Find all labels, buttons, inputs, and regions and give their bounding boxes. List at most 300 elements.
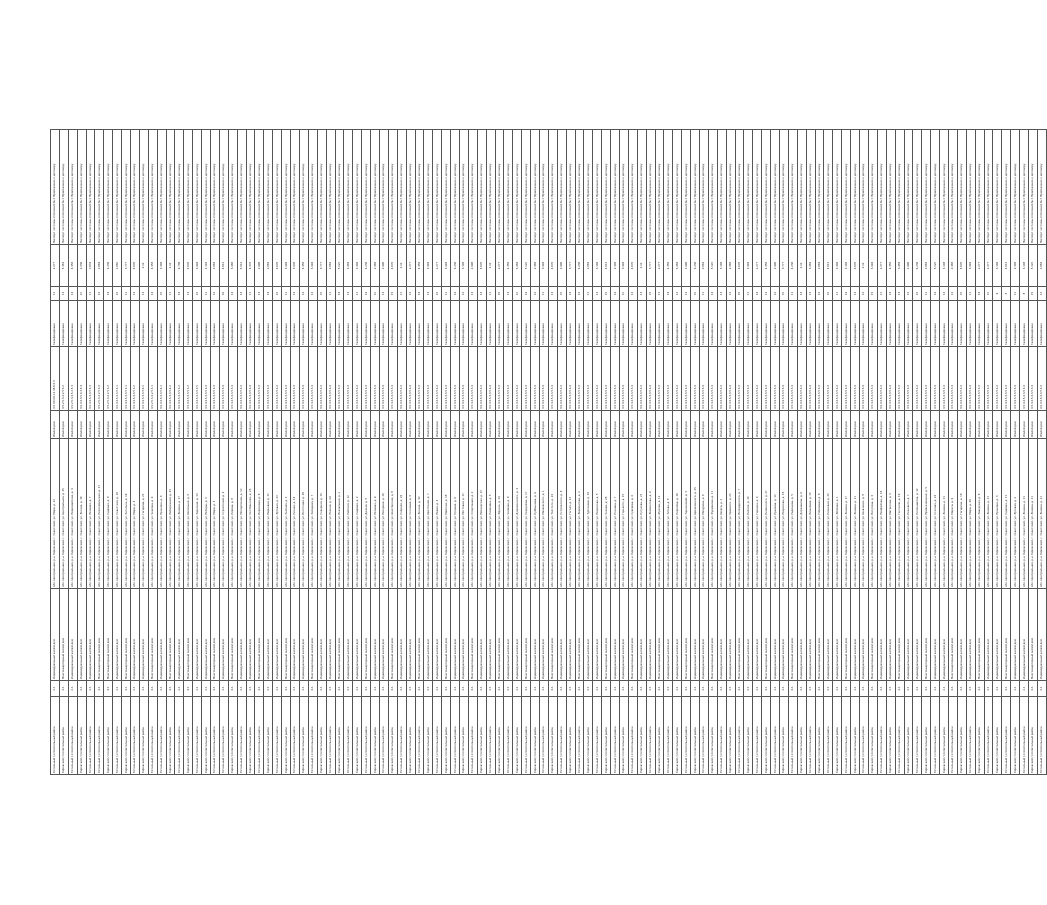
- value-cell: 3.499: [282, 245, 291, 287]
- value-cell: 3.906: [291, 245, 300, 287]
- district-cell: Кировский / отопительный район: [264, 697, 273, 775]
- building-type-cell: Многоквартирный жилой дом: [442, 589, 451, 681]
- district-cell: Кировский / отопительный район: [957, 697, 966, 775]
- status-cell: Газифицирован: [379, 301, 388, 347]
- district-cell: Котельный / отопительный район: [1020, 697, 1029, 775]
- value-cell: 2.02: [397, 245, 406, 287]
- address-cell: обл. Центральная, р-н. Кировский, г. Советский, ул. Советская, д. 18: [113, 439, 122, 589]
- value-cell: 3.148: [459, 245, 468, 287]
- count-cell: 15: [273, 287, 282, 301]
- building-type-cell: Индивидуальный жилой дом: [611, 589, 620, 681]
- code-cell: 4-1: [842, 681, 851, 697]
- address-cell: обл. Центральная, р-н. Кировский, г. Советский, ул. Белинского, д. 27: [762, 439, 771, 589]
- cadastre-cell: 4.5.4.4.5.4.3.5.3.4: [415, 347, 424, 411]
- document-cell: Паспорт системы отопления № 0 Приложение к договору: [148, 130, 157, 245]
- table-row: [700, 130, 709, 775]
- district-cell: Кировский / отопительный район: [104, 697, 113, 775]
- document-cell: Паспорт системы отопления № 0 Приложение к договору: [353, 130, 362, 245]
- district-cell: Кировский / отопительный район: [548, 697, 557, 775]
- district-cell: Котельный / отопительный район: [95, 697, 104, 775]
- object-cell: Жилой дом: [77, 411, 86, 439]
- address-cell: обл. Центральная, р-н. Кировский, г. Советский, ул. Гастелло, д. 19: [895, 439, 904, 589]
- cadastre-cell: 4.5.4.4.5.4.3.5.3.4: [442, 347, 451, 411]
- value-cell: 2.277: [655, 245, 664, 287]
- district-cell: Кировский / отопительный район: [673, 697, 682, 775]
- building-type-cell: Индивидуальный жилой дом: [691, 589, 700, 681]
- status-cell: Газифицирован: [824, 301, 833, 347]
- table-row: [371, 130, 380, 775]
- count-cell: 13: [682, 287, 691, 301]
- object-cell: Жилой дом: [104, 411, 113, 439]
- object-cell: Жилой дом: [557, 411, 566, 439]
- value-cell: 3.494: [744, 245, 753, 287]
- table-row: [931, 130, 940, 775]
- count-cell: 11: [202, 287, 211, 301]
- code-cell: 2-1: [797, 681, 806, 697]
- cadastre-cell: 4.5.4.4.5.4.3.5.3.4: [948, 347, 957, 411]
- district-cell: Кировский / отопительный район: [566, 697, 575, 775]
- address-cell: обл. Центральная, р-н. Кировский, г. Советский, ул. Липовая, д. 1: [833, 439, 842, 589]
- status-cell: Газифицирован: [1002, 301, 1011, 347]
- status-cell: Газифицирован: [104, 301, 113, 347]
- district-cell: Кировский / отопительный район: [655, 697, 664, 775]
- count-cell: 13: [637, 287, 646, 301]
- building-type-cell: Индивидуальный жилой дом: [51, 589, 60, 681]
- code-cell: 4-1: [522, 681, 531, 697]
- document-cell: Паспорт системы отопления № 0 Приложение к договору: [451, 130, 460, 245]
- cadastre-cell: 4.5.4.4.5.4.3.5.3.4: [362, 347, 371, 411]
- cadastre-cell: 4.5.4.4.5.4.3.5.3.4: [335, 347, 344, 411]
- object-cell: Жилой дом: [397, 411, 406, 439]
- address-cell: обл. Центральная, р-н. Кировский, г. Советский, ул. Гагарина, д. 18: [957, 439, 966, 589]
- status-cell: Газифицирован: [175, 301, 184, 347]
- building-type-cell: Индивидуальный жилой дом: [77, 589, 86, 681]
- building-type-cell: Многоквартирный жилой дом: [975, 589, 984, 681]
- status-cell: Газифицирован: [388, 301, 397, 347]
- code-cell: 4-1: [255, 681, 264, 697]
- district-cell: Кировский / отопительный район: [184, 697, 193, 775]
- building-type-cell: Многоквартирный жилой дом: [522, 589, 531, 681]
- address-cell: обл. Центральная, р-н. Кировский, г. Советский, ул. Радищева, д. 5: [788, 439, 797, 589]
- document-cell: Паспорт системы отопления № 0 Приложение к договору: [255, 130, 264, 245]
- building-type-cell: Многоквартирный жилой дом: [255, 589, 264, 681]
- address-cell: обл. Центральная, р-н. Кировский, г. Советский, ул. Энгельса, д. 19: [122, 439, 131, 589]
- object-cell: Жилой дом: [86, 411, 95, 439]
- status-cell: Газифицирован: [611, 301, 620, 347]
- object-cell: Жилой дом: [628, 411, 637, 439]
- building-type-cell: Многоквартирный жилой дом: [468, 589, 477, 681]
- district-cell: Кировский / отопительный район: [317, 697, 326, 775]
- value-cell: 2.02: [486, 245, 495, 287]
- document-cell: Паспорт системы отопления № 0 Приложение к договору: [193, 130, 202, 245]
- district-cell: Кировский / отопительный район: [851, 697, 860, 775]
- object-cell: Жилой дом: [797, 411, 806, 439]
- document-cell: Паспорт системы отопления № 0 Приложение к договору: [966, 130, 975, 245]
- district-cell: Котельный / отопительный район: [344, 697, 353, 775]
- address-cell: обл. Центральная, р-н. Кировский, г. Советский, ул. Заречная, д. 13: [193, 439, 202, 589]
- count-cell: 13: [291, 287, 300, 301]
- value-cell: 2.277: [51, 245, 60, 287]
- code-cell: 4-1: [104, 681, 113, 697]
- status-cell: Газифицирован: [113, 301, 122, 347]
- building-type-cell: Индивидуальный жилой дом: [406, 589, 415, 681]
- document-cell: Паспорт системы отопления № 0 Приложение к договору: [655, 130, 664, 245]
- value-cell: 4.605: [388, 245, 397, 287]
- value-cell: 3.494: [966, 245, 975, 287]
- address-cell: обл. Центральная, р-н. Кировский, г. Советский, ул. Ломоносова, д. 9: [646, 439, 655, 589]
- district-cell: Котельный / отопительный район: [1037, 697, 1046, 775]
- object-cell: Жилой дом: [877, 411, 886, 439]
- cadastre-cell: 4.5.4.4.5.4.3.5.3.4: [628, 347, 637, 411]
- count-cell: 11: [833, 287, 842, 301]
- cadastre-cell: 4.5.4.4.5.4.3.5.3.4: [886, 347, 895, 411]
- code-cell: 2-1: [157, 681, 166, 697]
- document-cell: Паспорт системы отопления № 0 Приложение к договору: [495, 130, 504, 245]
- value-cell: 2.664: [700, 245, 709, 287]
- status-cell: Газифицирован: [344, 301, 353, 347]
- document-cell: Паспорт системы отопления № 0 Приложение к договору: [824, 130, 833, 245]
- district-cell: Котельный / отопительный район: [682, 697, 691, 775]
- value-cell: 4.356: [415, 245, 424, 287]
- district-cell: Котельный / отопительный район: [1002, 697, 1011, 775]
- value-cell: 2.02: [139, 245, 148, 287]
- object-cell: Жилой дом: [1037, 411, 1046, 439]
- table-row: [513, 130, 522, 775]
- code-cell: 2-1: [824, 681, 833, 697]
- table-row: [1028, 130, 1037, 775]
- document-cell: Паспорт системы отопления № 0 Приложение к договору: [1011, 130, 1020, 245]
- count-cell: 11: [539, 287, 548, 301]
- cadastre-cell: 4.5.4.4.5.4.3.5.3.4: [788, 347, 797, 411]
- document-cell: Паспорт системы отопления № 0 Приложение к договору: [886, 130, 895, 245]
- building-type-cell: Индивидуальный жилой дом: [68, 589, 77, 681]
- table-row: [397, 130, 406, 775]
- status-cell: Газифицирован: [486, 301, 495, 347]
- status-cell: Газифицирован: [762, 301, 771, 347]
- status-cell: Газифицирован: [317, 301, 326, 347]
- district-cell: Котельный / отопительный район: [86, 697, 95, 775]
- value-cell: 3.777: [780, 245, 789, 287]
- status-cell: Газифицирован: [442, 301, 451, 347]
- building-type-cell: Индивидуальный жилой дом: [584, 589, 593, 681]
- count-cell: 11: [326, 287, 335, 301]
- count-cell: 11: [282, 287, 291, 301]
- document-cell: Паспорт системы отопления № 0 Приложение к договору: [815, 130, 824, 245]
- table-row: [335, 130, 344, 775]
- district-cell: Кировский / отопительный район: [202, 697, 211, 775]
- address-cell: обл. Центральная, р-н. Кировский, г. Советский, ул. Строителей, д. 4: [219, 439, 228, 589]
- building-type-cell: Многоквартирный жилой дом: [548, 589, 557, 681]
- document-cell: Паспорт системы отопления № 0 Приложение к договору: [691, 130, 700, 245]
- cadastre-cell: 4.5.4.4.5.4.3.5.3.4: [966, 347, 975, 411]
- value-cell: 2.996: [904, 245, 913, 287]
- value-cell: 2.996: [557, 245, 566, 287]
- building-type-cell: Многоквартирный жилой дом: [95, 589, 104, 681]
- code-cell: 2-1: [131, 681, 140, 697]
- address-cell: обл. Центральная, р-н. Кировский, г. Советский, ул. Мостовая, д. 11: [459, 439, 468, 589]
- code-cell: 4-1: [1028, 681, 1037, 697]
- count-cell: 13: [59, 287, 68, 301]
- value-cell: 2.236: [77, 245, 86, 287]
- document-cell: Паспорт системы отопления № 0 Приложение к договору: [717, 130, 726, 245]
- object-cell: Жилой дом: [335, 411, 344, 439]
- value-cell: 2.664: [264, 245, 273, 287]
- object-cell: Жилой дом: [611, 411, 620, 439]
- document-cell: Паспорт системы отопления № 0 Приложение к договору: [202, 130, 211, 245]
- value-cell: 3.148: [593, 245, 602, 287]
- object-cell: Жилой дом: [371, 411, 380, 439]
- building-type-cell: Индивидуальный жилой дом: [904, 589, 913, 681]
- count-cell: 15: [602, 287, 611, 301]
- count-cell: 12: [575, 287, 584, 301]
- status-cell: Газифицирован: [202, 301, 211, 347]
- status-cell: Газифицирован: [219, 301, 228, 347]
- code-cell: 2-1: [77, 681, 86, 697]
- count-cell: 12: [673, 287, 682, 301]
- cadastre-cell: 4.5.4.4.5.4.3.5.3.4: [611, 347, 620, 411]
- value-cell: 3.148: [717, 245, 726, 287]
- status-cell: Газифицирован: [602, 301, 611, 347]
- count-cell: 15: [957, 287, 966, 301]
- document-cell: Паспорт системы отопления № 0 Приложение к договору: [522, 130, 531, 245]
- table-row: [726, 130, 735, 775]
- table-row: [246, 130, 255, 775]
- code-cell: 4-1: [228, 681, 237, 697]
- object-cell: Жилой дом: [59, 411, 68, 439]
- object-cell: Жилой дом: [433, 411, 442, 439]
- address-cell: обл. Центральная, р-н. Кировский, г. Советский, ул. Гоголя, д. 13: [566, 439, 575, 589]
- document-cell: Паспорт системы отопления № 0 Приложение к договору: [931, 130, 940, 245]
- code-cell: 2-1: [531, 681, 540, 697]
- cadastre-cell: 4.5.4.4.5.4.3.5.3.4: [1028, 347, 1037, 411]
- district-cell: Котельный / отопительный район: [806, 697, 815, 775]
- building-type-cell: Индивидуальный жилой дом: [291, 589, 300, 681]
- object-cell: Жилой дом: [673, 411, 682, 439]
- address-cell: обл. Центральная, р-н. Кировский, г. Советский, ул. Маяковского, д. 1: [539, 439, 548, 589]
- address-cell: обл. Центральная, р-н. Кировский, г. Советский, ул. Шахтёрская, д. 8: [388, 439, 397, 589]
- district-cell: Котельный / отопительный район: [379, 697, 388, 775]
- district-cell: Котельный / отопительный район: [308, 697, 317, 775]
- table-row: [620, 130, 629, 775]
- address-cell: обл. Центральная, р-н. Кировский, г. Советский, ул. Победы, д. 3: [202, 439, 211, 589]
- status-cell: Газифицирован: [753, 301, 762, 347]
- document-cell: Паспорт системы отопления № 0 Приложение к договору: [602, 130, 611, 245]
- table-row: [646, 130, 655, 775]
- document-cell: Паспорт системы отопления № 0 Приложение к договору: [913, 130, 922, 245]
- building-type-cell: Многоквартирный жилой дом: [166, 589, 175, 681]
- document-cell: Паспорт системы отопления № 0 Приложение к договору: [513, 130, 522, 245]
- building-type-cell: Индивидуальный жилой дом: [299, 589, 308, 681]
- object-cell: Жилой дом: [131, 411, 140, 439]
- district-cell: Кировский / отопительный район: [371, 697, 380, 775]
- address-cell: обл. Центральная, р-н. Кировский, г. Советский, ул. Фрунзе, д. 14: [495, 439, 504, 589]
- object-cell: Жилой дом: [442, 411, 451, 439]
- address-cell: обл. Центральная, р-н. Кировский, г. Советский, ул. Центральная, д. 35: [59, 439, 68, 589]
- status-cell: Газифицирован: [291, 301, 300, 347]
- code-cell: 4-1: [868, 681, 877, 697]
- table-row: [122, 130, 131, 775]
- code-cell: 4-1: [468, 681, 477, 697]
- document-cell: Паспорт системы отопления № 0 Приложение к договору: [1002, 130, 1011, 245]
- status-cell: Газифицирован: [51, 301, 60, 347]
- object-cell: Жилой дом: [539, 411, 548, 439]
- cadastre-cell: 4.5.4.4.5.4.3.5.3.4: [868, 347, 877, 411]
- document-cell: Паспорт системы отопления № 0 Приложение к договору: [788, 130, 797, 245]
- address-cell: обл. Центральная, р-н. Кировский, г. Советский, ул. Западная, д. 7: [308, 439, 317, 589]
- building-type-cell: Многоквартирный жилой дом: [762, 589, 771, 681]
- address-cell: обл. Центральная, р-н. Кировский, г. Советский, ул. Ватутина, д. 3: [868, 439, 877, 589]
- district-cell: Кировский / отопительный район: [975, 697, 984, 775]
- document-cell: Паспорт системы отопления № 0 Приложение к договору: [237, 130, 246, 245]
- document-cell: Паспорт системы отопления № 0 Приложение к договору: [575, 130, 584, 245]
- building-type-cell: Индивидуальный жилой дом: [113, 589, 122, 681]
- district-cell: Котельный / отопительный район: [362, 697, 371, 775]
- cadastre-cell: 4.5.4.4.5.4.3.5.3.4: [744, 347, 753, 411]
- table-row: [833, 130, 842, 775]
- building-type-cell: Индивидуальный жилой дом: [131, 589, 140, 681]
- rotated-table-frame: [50, 130, 1044, 775]
- table-row: [113, 130, 122, 775]
- object-cell: Жилой дом: [157, 411, 166, 439]
- code-cell: 4-1: [59, 681, 68, 697]
- cadastre-cell: 4.5.4.4.5.4.3.5.3.4: [326, 347, 335, 411]
- district-cell: Котельный / отопительный район: [860, 697, 869, 775]
- status-cell: Газифицирован: [433, 301, 442, 347]
- cadastre-cell: 4.5.4.4.5.4.3.5.3.4: [495, 347, 504, 411]
- object-cell: Жилой дом: [940, 411, 949, 439]
- cadastre-cell: 4.5.4.4.5.4.3.5.3.4: [664, 347, 673, 411]
- value-cell: 3.484: [806, 245, 815, 287]
- cadastre-cell: 4.5.4.4.5.4.3.5.3.4: [895, 347, 904, 411]
- address-cell: обл. Центральная, р-н. Кировский, г. Советский, ул. Шевченко, д. 8: [860, 439, 869, 589]
- district-cell: Кировский / отопительный район: [1028, 697, 1037, 775]
- code-cell: 2-1: [806, 681, 815, 697]
- table-row: [655, 130, 664, 775]
- building-type-cell: Многоквартирный жилой дом: [868, 589, 877, 681]
- value-cell: 3.484: [513, 245, 522, 287]
- status-cell: Газифицирован: [477, 301, 486, 347]
- count-cell: 11: [655, 287, 664, 301]
- value-cell: 4.236: [451, 245, 460, 287]
- document-cell: Паспорт системы отопления № 0 Приложение к договору: [113, 130, 122, 245]
- value-cell: 2.996: [255, 245, 264, 287]
- cadastre-cell: 4.5.4.4.5.4.3.5.3.4: [762, 347, 771, 411]
- status-cell: Газифицирован: [904, 301, 913, 347]
- document-cell: Паспорт системы отопления № 0 Приложение к договору: [131, 130, 140, 245]
- code-cell: 2-1: [646, 681, 655, 697]
- value-cell: 3.494: [868, 245, 877, 287]
- address-cell: обл. Центральная, р-н. Кировский, г. Советский, ул. Островского, д. 6: [557, 439, 566, 589]
- object-cell: Жилой дом: [984, 411, 993, 439]
- cadastre-cell: 4.5.2.5.3.4.2.5.3.2: [59, 347, 68, 411]
- table-row: [584, 130, 593, 775]
- value-cell: 2.277: [975, 245, 984, 287]
- code-cell: 4-1: [548, 681, 557, 697]
- count-cell: 14: [753, 287, 762, 301]
- district-cell: Кировский / отопительный район: [513, 697, 522, 775]
- count-cell: 12: [211, 287, 220, 301]
- address-cell: обл. Центральная, р-н. Кировский, г. Советский, ул. Кирова, д. 8: [228, 439, 237, 589]
- address-cell: обл. Центральная, р-н. Кировский, г. Советский, ул. Володарского, д. 7: [735, 439, 744, 589]
- address-cell: обл. Центральная, р-н. Кировский, г. Советский, ул. Есенина, д. 7: [611, 439, 620, 589]
- object-cell: Жилой дом: [353, 411, 362, 439]
- table-row: [68, 130, 77, 775]
- document-cell: Паспорт системы отопления № 0 Приложение к договору: [833, 130, 842, 245]
- document-cell: Паспорт системы отопления № 0 Приложение к договору: [122, 130, 131, 245]
- status-cell: Газифицирован: [415, 301, 424, 347]
- value-cell: 4.605: [548, 245, 557, 287]
- document-cell: Паспорт системы отопления № 0 Приложение к договору: [424, 130, 433, 245]
- value-cell: 4.236: [691, 245, 700, 287]
- cadastre-cell: 4.5.4.4.5.4.3.5.3.4: [824, 347, 833, 411]
- count-cell: 14: [797, 287, 806, 301]
- count-cell: 15: [495, 287, 504, 301]
- address-cell: обл. Центральная, р-н. Кировский, г. Советский, ул. Титова, д. 8: [664, 439, 673, 589]
- value-cell: 2.996: [379, 245, 388, 287]
- object-cell: Жилой дом: [95, 411, 104, 439]
- value-cell: 3.466: [228, 245, 237, 287]
- document-cell: Паспорт системы отопления № 0 Приложение к договору: [104, 130, 113, 245]
- object-cell: Жилой дом: [228, 411, 237, 439]
- district-cell: Котельный / отопительный район: [504, 697, 513, 775]
- status-cell: Газифицирован: [806, 301, 815, 347]
- address-cell: обл. Центральная, р-н. Кировский, г. Советский, ул. Чапаева, д. 8: [504, 439, 513, 589]
- count-cell: 10: [620, 287, 629, 301]
- object-cell: Жилой дом: [788, 411, 797, 439]
- address-cell: обл. Центральная, р-н. Кировский, г. Советский, ул. Куйбышева, д. 9: [531, 439, 540, 589]
- table-row: [1011, 130, 1020, 775]
- count-cell: 13: [895, 287, 904, 301]
- object-cell: Жилой дом: [202, 411, 211, 439]
- table-row: [762, 130, 771, 775]
- document-cell: Паспорт системы отопления № 0 Приложение к договору: [211, 130, 220, 245]
- building-type-cell: Многоквартирный жилой дом: [104, 589, 113, 681]
- code-cell: 2-1: [913, 681, 922, 697]
- cadastre-cell: 4.5.4.4.5.4.3.5.4.2: [166, 347, 175, 411]
- object-cell: Жилой дом: [904, 411, 913, 439]
- code-cell: 2-1: [611, 681, 620, 697]
- code-cell: 2-1: [299, 681, 308, 697]
- table-row: [539, 130, 548, 775]
- address-cell: обл. Центральная, р-н. Кировский, г. Советский, ул. Калинина, д. 5: [486, 439, 495, 589]
- code-cell: 2-1: [273, 681, 282, 697]
- cadastre-cell: 4.5.4.4.5.4.3.5.3.4: [344, 347, 353, 411]
- count-cell: 13: [940, 287, 949, 301]
- object-cell: Жилой дом: [593, 411, 602, 439]
- building-type-cell: Индивидуальный жилой дом: [851, 589, 860, 681]
- count-cell: 12: [726, 287, 735, 301]
- building-type-cell: Многоквартирный жилой дом: [1028, 589, 1037, 681]
- address-cell: обл. Центральная, р-н. Кировский, г. Советский, ул. Пушкина, д. 3: [993, 439, 1002, 589]
- code-cell: 2-1: [771, 681, 780, 697]
- value-cell: 3.777: [317, 245, 326, 287]
- table-row: [1002, 130, 1011, 775]
- district-cell: Кировский / отопительный район: [335, 697, 344, 775]
- table-row: [957, 130, 966, 775]
- value-cell: 2.02: [860, 245, 869, 287]
- table-body: [51, 130, 1047, 775]
- value-cell: 4.612: [219, 245, 228, 287]
- district-cell: Кировский / отопительный район: [602, 697, 611, 775]
- building-type-cell: Индивидуальный жилой дом: [219, 589, 228, 681]
- document-cell: Паспорт системы отопления № 0 Приложение к договору: [984, 130, 993, 245]
- cadastre-cell: 4.5.4.4.5.4.3.5.3.4: [931, 347, 940, 411]
- document-cell: Паспорт системы отопления № 0 Приложение к договору: [299, 130, 308, 245]
- code-cell: 4-1: [415, 681, 424, 697]
- count-cell: 11: [86, 287, 95, 301]
- building-type-cell: Индивидуальный жилой дом: [780, 589, 789, 681]
- building-type-cell: Индивидуальный жилой дом: [486, 589, 495, 681]
